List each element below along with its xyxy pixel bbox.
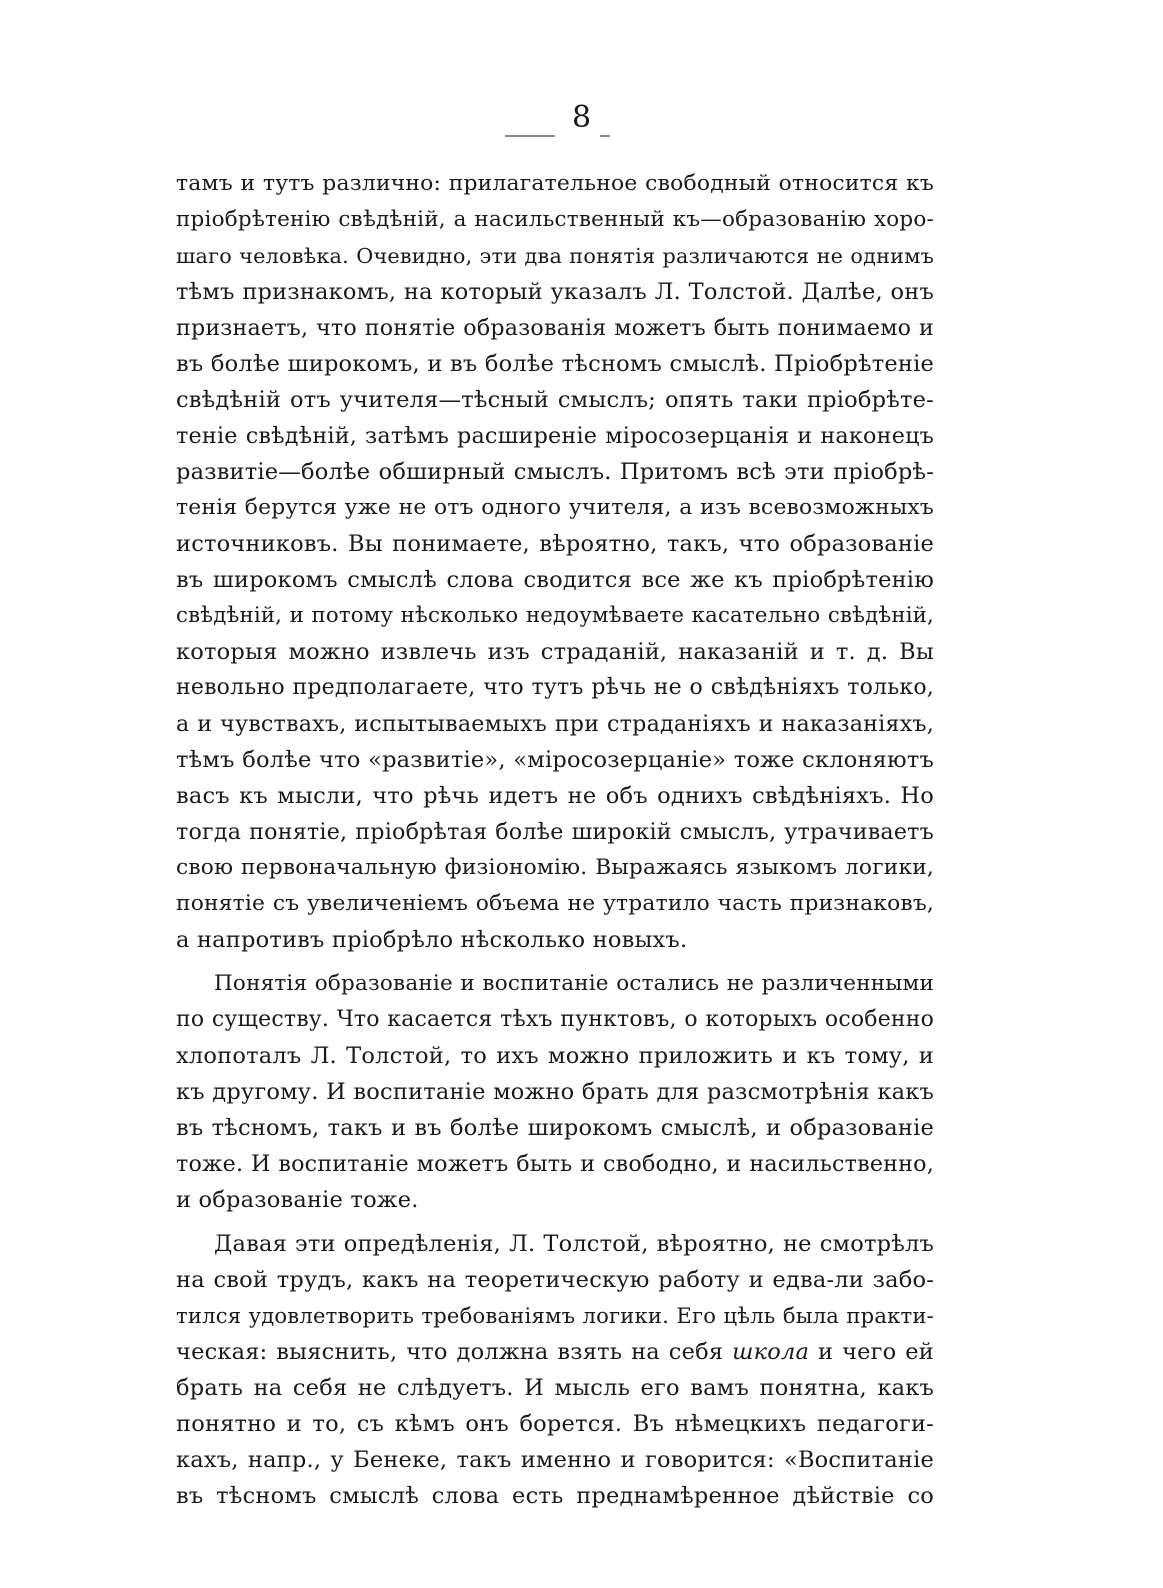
text-line: свѣдѣній, и потому нѣсколько недоумѣваете касательно свѣдѣній, [176,603,934,628]
text-line: тоже. И воспитаніе можетъ быть и свободно, и насильственно, [176,1151,934,1177]
text-line: тенія берутся уже не отъ одного учителя, а изъ всевозможныхъ [176,495,934,520]
text-line: васъ къ мысли, что рѣчь идетъ не объ однихъ свѣдѣніяхъ. Но [176,783,934,809]
text-line: къ другому. И воспитаніе можно брать для разсмотрѣнія какъ [176,1079,934,1105]
text-line: признаетъ, что понятіе образованія можетъ быть понимаемо и [176,315,934,341]
header-rule [505,135,555,137]
page-number: 8 [571,100,592,135]
italic-word: школа [732,1339,810,1365]
text-line: на свой трудъ, какъ на теоретическую работу и едва-ли забо- [176,1267,934,1293]
text-line: и образованіе тоже. [176,1187,419,1213]
text-line: пріобрѣтенію свѣдѣній, а насильственный къ—образованію хоро- [176,207,934,232]
paragraph [176,166,934,958]
text-line: кахъ, напр., у Бенеке, такъ именно и говорится: «Воспитаніе [176,1447,934,1473]
text-line: понятіе съ увеличеніемъ объема не утратило часть признаковъ, [176,891,934,916]
text-line: въ болѣе широкомъ, и въ болѣе тѣсномъ смыслѣ. Пріобрѣтеніе [176,351,934,377]
text-line: которыя можно извлечь изъ страданій, наказаній и т. д. Вы [176,639,934,665]
text-line: а напротивъ пріобрѣло нѣсколько новыхъ. [176,927,688,953]
text-line: въ тѣсномъ, такъ и въ болѣе широкомъ смыслѣ, и образованіе [176,1115,934,1141]
paragraph [176,966,934,1218]
text-line: тился удовлетворить требованіямъ логики. Его цѣль была практи- [176,1303,934,1328]
text-line: тогда понятіе, пріобрѣтая болѣе широкій смыслъ, утрачиваетъ [176,819,934,845]
text-line: свою первоначальную физіономію. Выражаясь языкомъ логики, [176,855,934,880]
body-text [176,166,934,1514]
text-line: въ широкомъ смыслѣ слова сводится все же къ пріобрѣтенію [176,567,934,593]
text-line: источниковъ. Вы понимаете, вѣроятно, такъ, что образованіе [176,531,934,557]
text-line: тамъ и тутъ различно: прилагательное свободный относится къ [176,171,934,196]
paragraph [176,1226,934,1514]
text-line: свѣдѣній отъ учителя—тѣсный смыслъ; опять таки пріобрѣте- [176,387,934,413]
text-line: теніе свѣдѣній, затѣмъ расширеніе міросозерцанія и наконецъ [176,423,934,449]
text-line-with-italic [176,1334,934,1370]
text-line: Понятія образованіе и воспитаніе остались не различенными [214,971,934,996]
text-line: развитіе—болѣе обширный смыслъ. Притомъ всѣ эти пріобрѣ- [176,459,934,485]
text-line: тѣмъ болѣе что «развитіе», «міросозерцаніе» тоже склоняютъ [176,747,934,773]
text-line: невольно предполагаете, что тутъ рѣчь не о свѣдѣніяхъ только, [176,675,934,700]
text-line: понятно и то, съ кѣмъ онъ борется. Въ нѣмецкихъ педагоги- [176,1411,934,1437]
text-line: тѣмъ признакомъ, на который указалъ Л. Толстой. Далѣе, онъ [176,279,934,305]
text-line: хлопоталъ Л. Толстой, то ихъ можно приложить и къ тому, и [176,1043,934,1069]
text-line: по существу. Что касается тѣхъ пунктовъ, о которыхъ особенно [176,1007,934,1032]
text-line: брать на себя не слѣдуетъ. И мысль его вамъ понятна, какъ [176,1375,934,1401]
text-segment: и чего ей [809,1339,934,1365]
header-rule-mark [600,135,610,137]
text-line: въ тѣсномъ смыслѣ слова есть преднамѣренное дѣйствіе со [176,1483,934,1509]
text-line: шаго человѣка. Очевидно, эти два понятія различаются не однимъ [176,244,934,268]
text-line: а и чувствахъ, испытываемыхъ при страданіяхъ и наказаніяхъ, [176,711,934,737]
text-segment: ческая: выяснить, что должна взять на себя [176,1339,733,1365]
text-line: Давая эти опредѣленія, Л. Толстой, вѣроятно, не смотрѣлъ [214,1231,934,1257]
